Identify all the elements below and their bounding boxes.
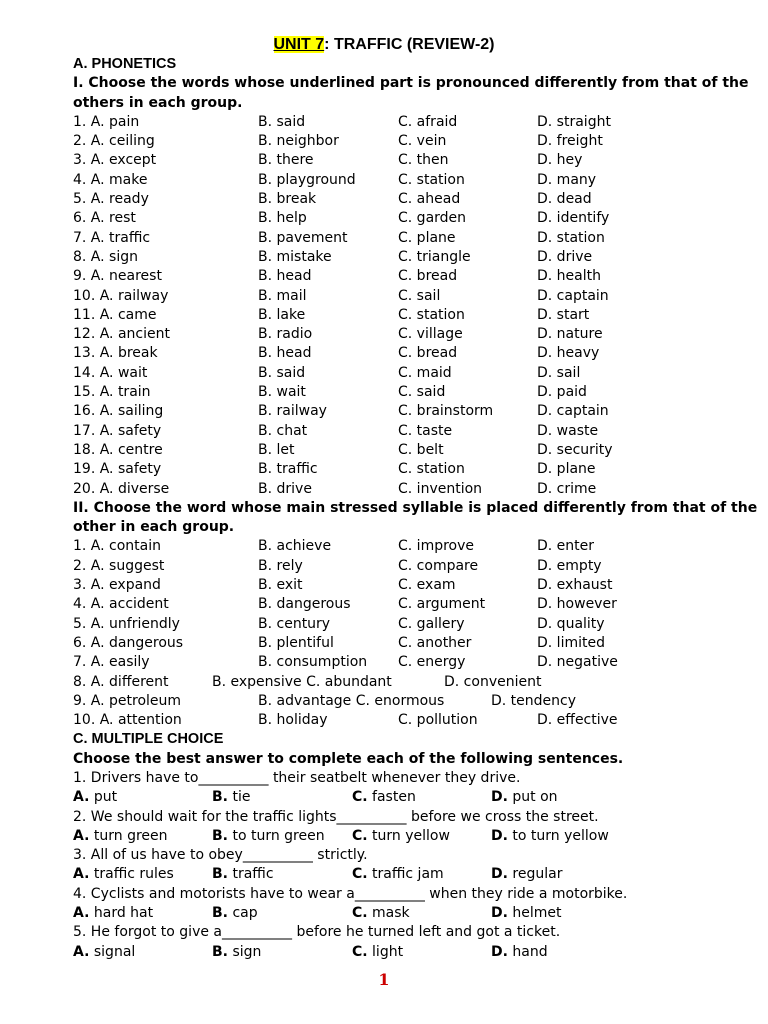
option-letter: B. [212,905,228,922]
pronunciation-question-row [73,383,733,402]
option-a [73,904,153,923]
option-b: B. rely [258,557,303,574]
option-a: 6. A. rest [73,210,136,227]
stress-question-row [73,615,733,634]
stress-question-row [73,634,733,653]
option-b: B. let [258,441,295,458]
options-b-c: B. advantage C. enormous [258,692,445,709]
option-letter: D. [491,827,508,844]
pronunciation-question-row [73,325,733,344]
stress-question-row [73,653,733,672]
option-c [352,904,410,923]
option-c [352,827,450,846]
option-a: 3. A. expand [73,577,161,594]
option-b: B. consumption [258,654,368,671]
option-c: C. energy [398,654,466,671]
option-d: D. plane [537,461,596,478]
stress-question-row [73,692,733,711]
option-d: D. dead [537,191,592,208]
pronunciation-question-row [73,344,733,363]
option-letter: D. [491,905,508,922]
option-a: 5. A. ready [73,191,149,208]
option-d: D. captain [537,403,609,420]
stress-question-row [73,557,733,576]
option-text: hard hat [93,905,154,922]
option-text: light [372,943,404,960]
option-b: B. wait [258,384,306,401]
option-c: C. garden [398,210,467,227]
option-b: B. head [258,268,312,285]
option-letter: A. [73,827,90,844]
option-text: put on [512,789,558,806]
option-letter: B. [212,866,228,883]
option-c: C. station [398,461,465,478]
option-d: D. captain [537,287,609,304]
pronunciation-question-row [73,248,733,267]
option-a: 19. A. safety [73,461,162,478]
answer-options-row [73,827,733,846]
option-c: C. taste [398,422,453,439]
part2-instruction-line1: II. Choose the word whose main stressed syllable is placed differently from that of the [73,499,758,516]
option-c: C. pollution [398,712,478,729]
option-c: C. afraid [398,113,458,130]
pronunciation-question-row [73,402,733,421]
option-letter: D. [491,943,508,960]
option-text: put [93,789,118,806]
pronunciation-question-row [73,460,733,479]
option-letter: A. [73,866,90,883]
option-b: B. mistake [258,248,332,265]
option-a: 2. A. suggest [73,557,165,574]
option-text: hand [512,943,548,960]
question-text: 5. He forgot to give a__________ before he turned left and got a ticket. [73,924,561,941]
option-d: D. however [537,596,617,613]
option-a: 17. A. safety [73,422,162,439]
option-d [491,943,548,962]
stress-question-row [73,595,733,614]
option-text: sign [232,943,262,960]
page-number: 1 [378,970,390,989]
stress-question-row [73,537,733,556]
pronunciation-question-row [73,171,733,190]
option-a: 3. A. except [73,152,157,169]
option-a: 16. A. sailing [73,403,164,420]
option-text: regular [512,866,563,883]
option-letter: A. [73,943,90,960]
option-b: B. traffic [258,461,318,478]
option-letter: C. [352,866,368,883]
pronunciation-question-row [73,113,733,132]
pronunciation-question-row [73,422,733,441]
multiple-choice-instruction: Choose the best answer to complete each of the following sentences. [73,750,624,767]
question-text: 1. Drivers have to__________ their seatbelt whenever they drive. [73,769,521,786]
option-c: C. then [398,152,449,169]
option-a [73,865,174,884]
option-c: C. bread [398,268,458,285]
option-d: D. sail [537,364,581,381]
pronunciation-question-row [73,267,733,286]
stress-question-row [73,576,733,595]
option-b: B. achieve [258,538,332,555]
option-d: D. drive [537,248,593,265]
option-a: 13. A. break [73,345,158,362]
option-c: C. bread [398,345,458,362]
option-letter: C. [352,905,368,922]
option-letter: B. [212,943,228,960]
option-d: D. straight [537,113,611,130]
option-a: 1. A. contain [73,538,162,555]
option-c: C. compare [398,557,479,574]
options-b-c: B. expensive C. abundant [212,673,392,690]
phonetics-heading: A. PHONETICS [73,56,177,72]
answer-options-row [73,904,733,923]
pronunciation-question-row [73,287,733,306]
option-c: C. improve [398,538,475,555]
answer-options-row [73,943,733,962]
pronunciation-question-row [73,209,733,228]
question-text: 3. All of us have to obey__________ strictly. [73,847,368,864]
option-text: traffic [232,866,274,883]
option-c: C. vein [398,133,447,150]
option-b: B. pavement [258,229,348,246]
option-d: D. start [537,306,590,323]
option-b: B. chat [258,422,308,439]
option-d: D. station [537,229,605,246]
option-b [212,788,250,807]
question-text: 4. Cyclists and motorists have to wear a__________ when they ride a motorbike. [73,885,628,902]
option-a: 4. A. accident [73,596,169,613]
option-c [352,943,403,962]
option-a: 8. A. different [73,673,169,690]
option-a: 9. A. petroleum [73,692,182,709]
option-b: B. help [258,210,307,227]
option-b [212,865,274,884]
option-d: D. quality [537,615,605,632]
option-c: C. maid [398,364,452,381]
option-a: 5. A. unfriendly [73,615,180,632]
option-c: C. village [398,326,463,343]
option-a [73,827,168,846]
pronunciation-question-row [73,441,733,460]
option-d: D. nature [537,326,603,343]
option-text: traffic rules [93,866,174,883]
option-a: 20. A. diverse [73,480,170,497]
option-d: D. convenient [444,673,542,690]
option-text: to turn yellow [512,827,609,844]
option-b: B. playground [258,171,356,188]
option-c: C. triangle [398,248,471,265]
option-text: signal [93,943,136,960]
multiple-choice-questions [73,769,733,962]
option-c: C. belt [398,441,444,458]
option-d: D. exhaust [537,577,613,594]
option-d [491,865,562,884]
option-b: B. century [258,615,331,632]
option-b: B. break [258,191,317,208]
option-letter: C. [352,943,368,960]
option-a: 10. A. attention [73,712,182,729]
part1-instruction-line2: others in each group. [73,94,243,111]
option-letter: C. [352,789,368,806]
question-text: 2. We should wait for the traffic lights__________ before we cross the street. [73,808,599,825]
option-b: B. exit [258,577,303,594]
option-d: D. waste [537,422,599,439]
option-b: B. dangerous [258,596,351,613]
option-d: D. identify [537,210,610,227]
option-c: C. station [398,306,465,323]
option-a: 14. A. wait [73,364,148,381]
option-c: C. invention [398,480,483,497]
option-b [212,943,261,962]
option-a: 2. A. ceiling [73,133,155,150]
option-a: 9. A. nearest [73,268,162,285]
option-d: D. empty [537,557,602,574]
option-a: 15. A. train [73,384,151,401]
option-a: 7. A. easily [73,654,150,671]
option-c: C. another [398,634,472,651]
option-d [491,904,562,923]
option-b: B. holiday [258,712,328,729]
option-letter: C. [352,827,368,844]
option-d: D. effective [537,712,618,729]
option-d: D. health [537,268,601,285]
option-d: D. hey [537,152,583,169]
option-c [352,865,444,884]
option-b: B. drive [258,480,312,497]
page-title [0,36,768,54]
option-text: tie [232,789,251,806]
option-b: B. radio [258,326,313,343]
option-c: C. ahead [398,191,461,208]
option-b: B. head [258,345,312,362]
option-text: turn green [93,827,168,844]
option-letter: B. [212,789,228,806]
option-b: B. said [258,364,306,381]
option-text: cap [232,905,258,922]
option-b: B. mail [258,287,307,304]
option-a: 6. A. dangerous [73,634,184,651]
stress-question-row [73,673,733,692]
option-a: 11. A. came [73,306,157,323]
option-c: C. gallery [398,615,465,632]
option-letter: D. [491,789,508,806]
option-letter: A. [73,905,90,922]
part1-instruction-line1: I. Choose the words whose underlined part is pronounced differently from that of the [73,75,749,92]
option-letter: A. [73,789,90,806]
option-text: turn yellow [372,827,450,844]
option-text: fasten [372,789,416,806]
option-d [491,788,558,807]
option-a: 4. A. make [73,171,148,188]
option-b: B. lake [258,306,306,323]
option-d: D. limited [537,634,605,651]
pronunciation-question-row [73,364,733,383]
option-b: B. neighbor [258,133,339,150]
option-text: traffic jam [372,866,444,883]
multiple-choice-heading: C. MULTIPLE CHOICE [73,731,224,748]
option-text: mask [372,905,410,922]
option-b: B. there [258,152,314,169]
option-d [491,827,609,846]
option-b [212,827,325,846]
option-letter: D. [491,866,508,883]
option-d: D. heavy [537,345,600,362]
option-c: C. said [398,384,446,401]
option-c: C. brainstorm [398,403,494,420]
option-d: D. security [537,441,613,458]
option-b: B. said [258,113,306,130]
option-d: D. paid [537,384,587,401]
option-text: to turn green [232,827,325,844]
option-a [73,943,135,962]
option-a: 18. A. centre [73,441,163,458]
option-a: 8. A. sign [73,248,138,265]
option-c: C. plane [398,229,456,246]
option-d: D. crime [537,480,597,497]
option-c: C. exam [398,577,456,594]
part2-instruction-line2: other in each group. [73,519,235,536]
pronunciation-question-row [73,190,733,209]
pronunciation-question-row [73,151,733,170]
option-c: C. argument [398,596,486,613]
pronunciation-question-row [73,480,733,499]
option-d: D. many [537,171,597,188]
pronunciation-question-row [73,306,733,325]
option-d: D. freight [537,133,603,150]
option-a: 10. A. railway [73,287,169,304]
title-text: : TRAFFIC (REVIEW-2) [324,36,495,53]
option-a: 12. A. ancient [73,326,170,343]
title-unit-highlight: UNIT 7 [273,36,325,53]
option-a: 1. A. pain [73,113,140,130]
option-b: B. railway [258,403,327,420]
option-d: D. enter [537,538,595,555]
pronunciation-questions [73,113,733,499]
option-b [212,904,258,923]
option-d: D. tendency [491,692,577,709]
pronunciation-question-row [73,132,733,151]
option-text: helmet [512,905,562,922]
option-a: 7. A. traffic [73,229,151,246]
option-d: D. negative [537,654,618,671]
option-c [352,788,416,807]
pronunciation-question-row [73,229,733,248]
option-c: C. station [398,171,465,188]
answer-options-row [73,865,733,884]
option-letter: B. [212,827,228,844]
option-a [73,788,117,807]
option-c: C. sail [398,287,441,304]
worksheet-body [73,55,758,962]
stress-question-row [73,711,733,730]
answer-options-row [73,788,733,807]
stress-questions [73,537,733,672]
option-b: B. plentiful [258,634,334,651]
